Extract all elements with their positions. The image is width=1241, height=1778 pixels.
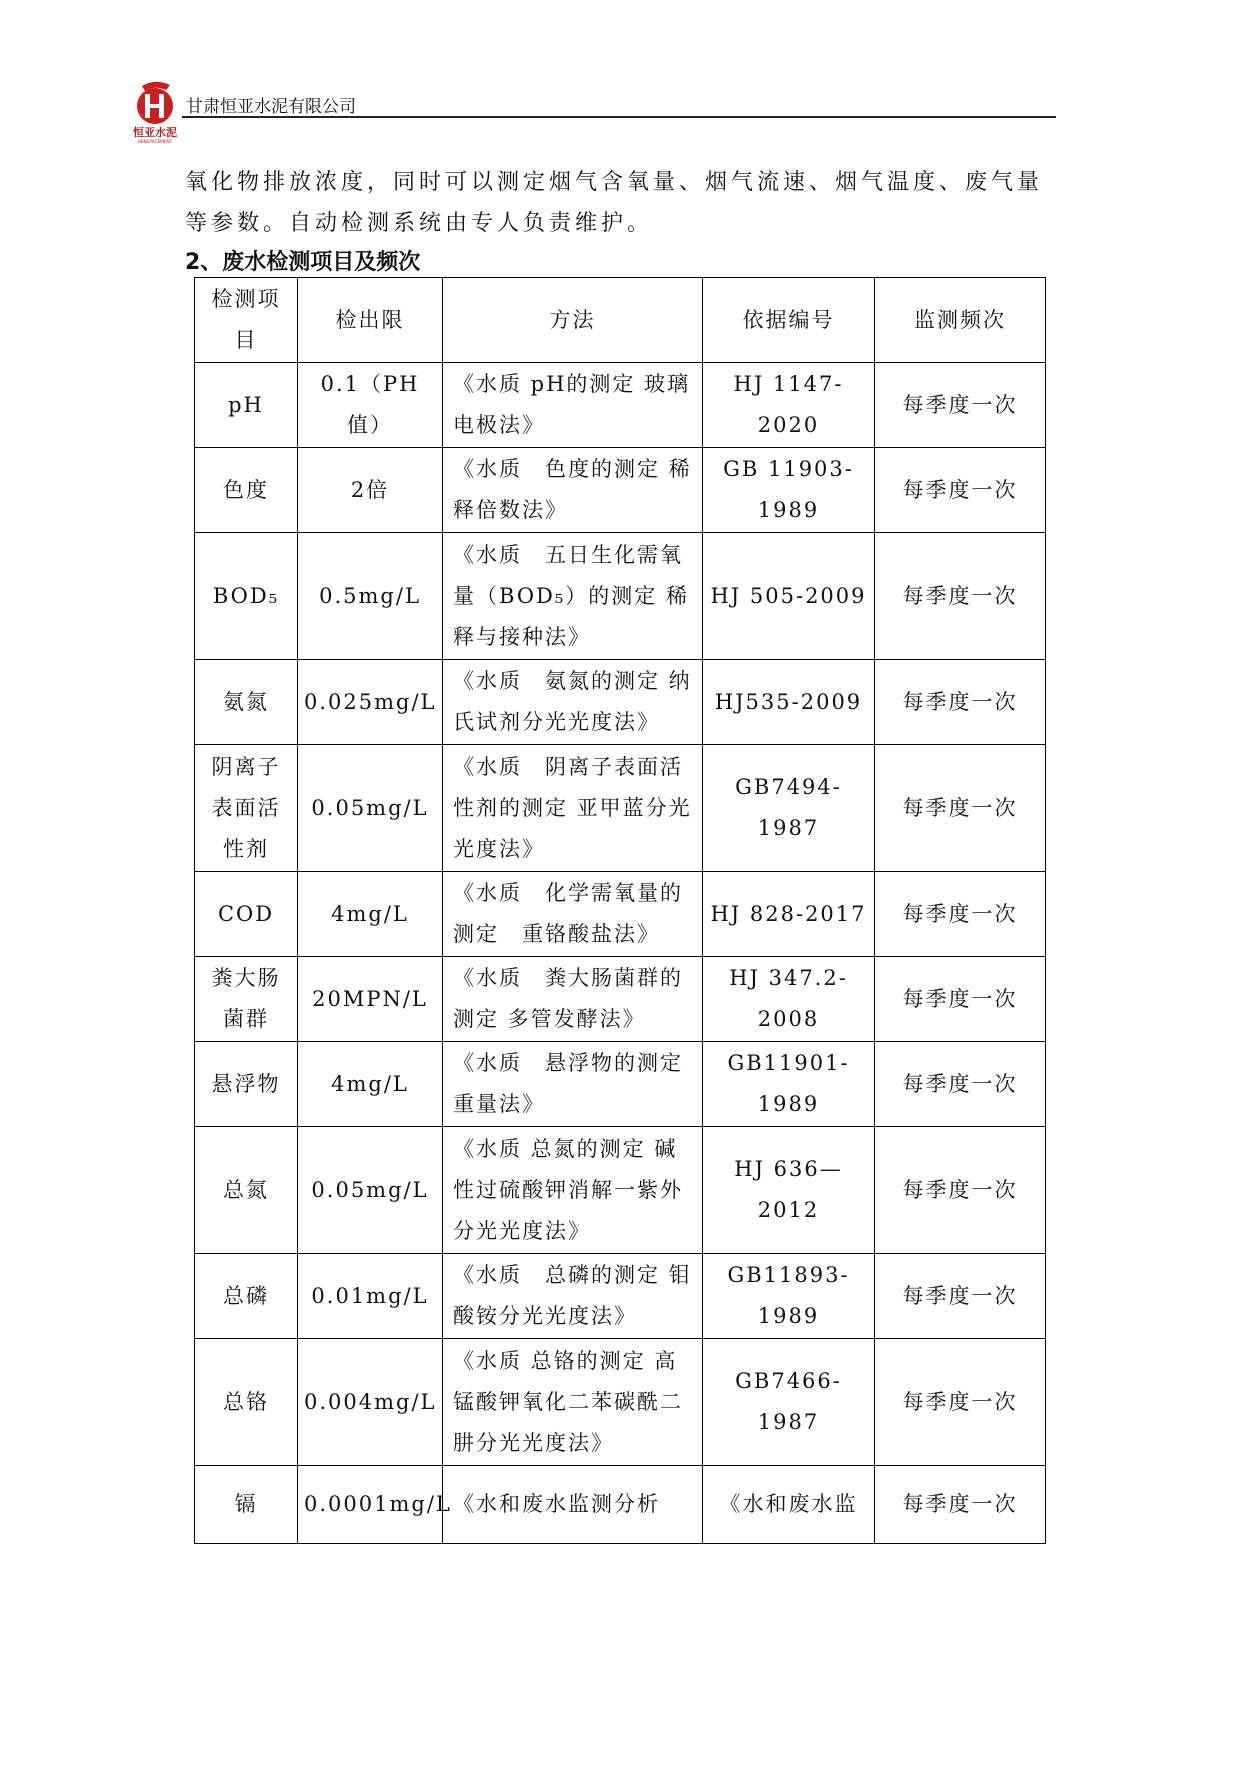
- header-cell-limit: 检出限: [298, 278, 443, 363]
- intro-paragraph: 氧化物排放浓度，同时可以测定烟气含氧量、烟气流速、烟气温度、废气量等参数。自动检测系统由专人负责维护。: [185, 170, 1044, 236]
- cell-frequency: 每季度一次: [875, 1339, 1046, 1466]
- cell-limit: 0.025mg/L: [298, 660, 443, 745]
- logo-text: 恒亚水泥: [133, 126, 177, 139]
- table-row: [195, 1339, 1046, 1466]
- cell-code: GB11893-1989: [703, 1254, 875, 1339]
- cell-frequency: 每季度一次: [875, 745, 1046, 872]
- cell-method: 《水质 色度的测定 稀释倍数法》: [443, 448, 703, 533]
- cell-frequency: 每季度一次: [875, 533, 1046, 660]
- table-row: [195, 745, 1046, 872]
- cell-frequency: 每季度一次: [875, 957, 1046, 1042]
- cell-frequency: 每季度一次: [875, 1042, 1046, 1127]
- cell-item: 粪大肠菌群: [195, 957, 298, 1042]
- table-header-row: [195, 278, 1046, 363]
- table-row: [195, 363, 1046, 448]
- cell-code: HJ 828-2017: [703, 872, 875, 957]
- cell-code: 《水和废水监: [703, 1466, 875, 1544]
- table-row: [195, 448, 1046, 533]
- header-cell-frequency: 监测频次: [875, 278, 1046, 363]
- cell-frequency: 每季度一次: [875, 1127, 1046, 1254]
- cell-item: 总氮: [195, 1127, 298, 1254]
- cell-method: 《水质 阴离子表面活性剂的测定 亚甲蓝分光光度法》: [443, 745, 703, 872]
- cell-code: GB7494-1987: [703, 745, 875, 872]
- cell-frequency: 每季度一次: [875, 448, 1046, 533]
- cell-item: pH: [195, 363, 298, 448]
- cell-code: HJ 505-2009: [703, 533, 875, 660]
- table-row: [195, 1466, 1046, 1544]
- cell-method: 《水质 粪大肠菌群的测定 多管发酵法》: [443, 957, 703, 1042]
- cell-item: BOD₅: [195, 533, 298, 660]
- cell-limit: 20MPN/L: [298, 957, 443, 1042]
- cell-method: 《水质 总氮的测定 碱性过硫酸钾消解一紫外分光光度法》: [443, 1127, 703, 1254]
- header-cell-method: 方法: [443, 278, 703, 363]
- cell-method: 《水质 五日生化需氧量（BOD₅）的测定 稀释与接种法》: [443, 533, 703, 660]
- company-logo: [128, 80, 182, 146]
- cell-method: 《水质 氨氮的测定 纳氏试剂分光光度法》: [443, 660, 703, 745]
- cell-limit: 0.5mg/L: [298, 533, 443, 660]
- page-header: [128, 74, 1056, 144]
- table-row: [195, 1127, 1046, 1254]
- cell-method: 《水和废水监测分析: [443, 1466, 703, 1544]
- cell-frequency: 每季度一次: [875, 1466, 1046, 1544]
- cell-code: GB 11903-1989: [703, 448, 875, 533]
- cell-method: 《水质 总铬的测定 高锰酸钾氧化二苯碳酰二肼分光光度法》: [443, 1339, 703, 1466]
- cell-limit: 0.05mg/L: [298, 1127, 443, 1254]
- cell-method: 《水质 化学需氧量的测定 重铬酸盐法》: [443, 872, 703, 957]
- cell-limit: 4mg/L: [298, 1042, 443, 1127]
- cell-frequency: 每季度一次: [875, 660, 1046, 745]
- cell-code: HJ 1147-2020: [703, 363, 875, 448]
- header-cell-item: 检测项目: [195, 278, 298, 363]
- cell-item: 阴离子表面活性剂: [195, 745, 298, 872]
- company-name: 甘肃恒亚水泥有限公司: [186, 97, 356, 117]
- cell-limit: 0.01mg/L: [298, 1254, 443, 1339]
- cell-frequency: 每季度一次: [875, 363, 1046, 448]
- wastewater-monitoring-table: [194, 277, 1046, 1544]
- cell-code: HJ 347.2-2008: [703, 957, 875, 1042]
- cell-code: HJ535-2009: [703, 660, 875, 745]
- cell-code: GB7466-1987: [703, 1339, 875, 1466]
- table-row: [195, 1254, 1046, 1339]
- table-row: [195, 1042, 1046, 1127]
- cell-method: 《水质 总磷的测定 钼酸铵分光光度法》: [443, 1254, 703, 1339]
- cell-limit: 0.05mg/L: [298, 745, 443, 872]
- cell-item: 总磷: [195, 1254, 298, 1339]
- cell-limit: 2倍: [298, 448, 443, 533]
- cell-frequency: 每季度一次: [875, 872, 1046, 957]
- cell-limit: 0.004mg/L: [298, 1339, 443, 1466]
- cell-item: 镉: [195, 1466, 298, 1544]
- cell-code: HJ 636—2012: [703, 1127, 875, 1254]
- table-row: [195, 957, 1046, 1042]
- cell-item: COD: [195, 872, 298, 957]
- cell-frequency: 每季度一次: [875, 1254, 1046, 1339]
- cell-limit: 0.1（PH值）: [298, 363, 443, 448]
- header-cell-code: 依据编号: [703, 278, 875, 363]
- table-row: [195, 660, 1046, 745]
- cell-item: 悬浮物: [195, 1042, 298, 1127]
- cell-limit: 4mg/L: [298, 872, 443, 957]
- cell-method: 《水质 悬浮物的测定 重量法》: [443, 1042, 703, 1127]
- cell-limit: 0.0001mg/L: [298, 1466, 443, 1544]
- section-title: 2、废水检测项目及频次: [185, 250, 421, 275]
- cell-item: 色度: [195, 448, 298, 533]
- cell-item: 总铬: [195, 1339, 298, 1466]
- cell-method: 《水质 pH的测定 玻璃电极法》: [443, 363, 703, 448]
- header-divider: [182, 116, 1056, 118]
- cell-code: GB11901-1989: [703, 1042, 875, 1127]
- cell-item: 氨氮: [195, 660, 298, 745]
- table-row: [195, 533, 1046, 660]
- table-row: [195, 872, 1046, 957]
- logo-subtext: HENGYACEMENT: [137, 139, 173, 144]
